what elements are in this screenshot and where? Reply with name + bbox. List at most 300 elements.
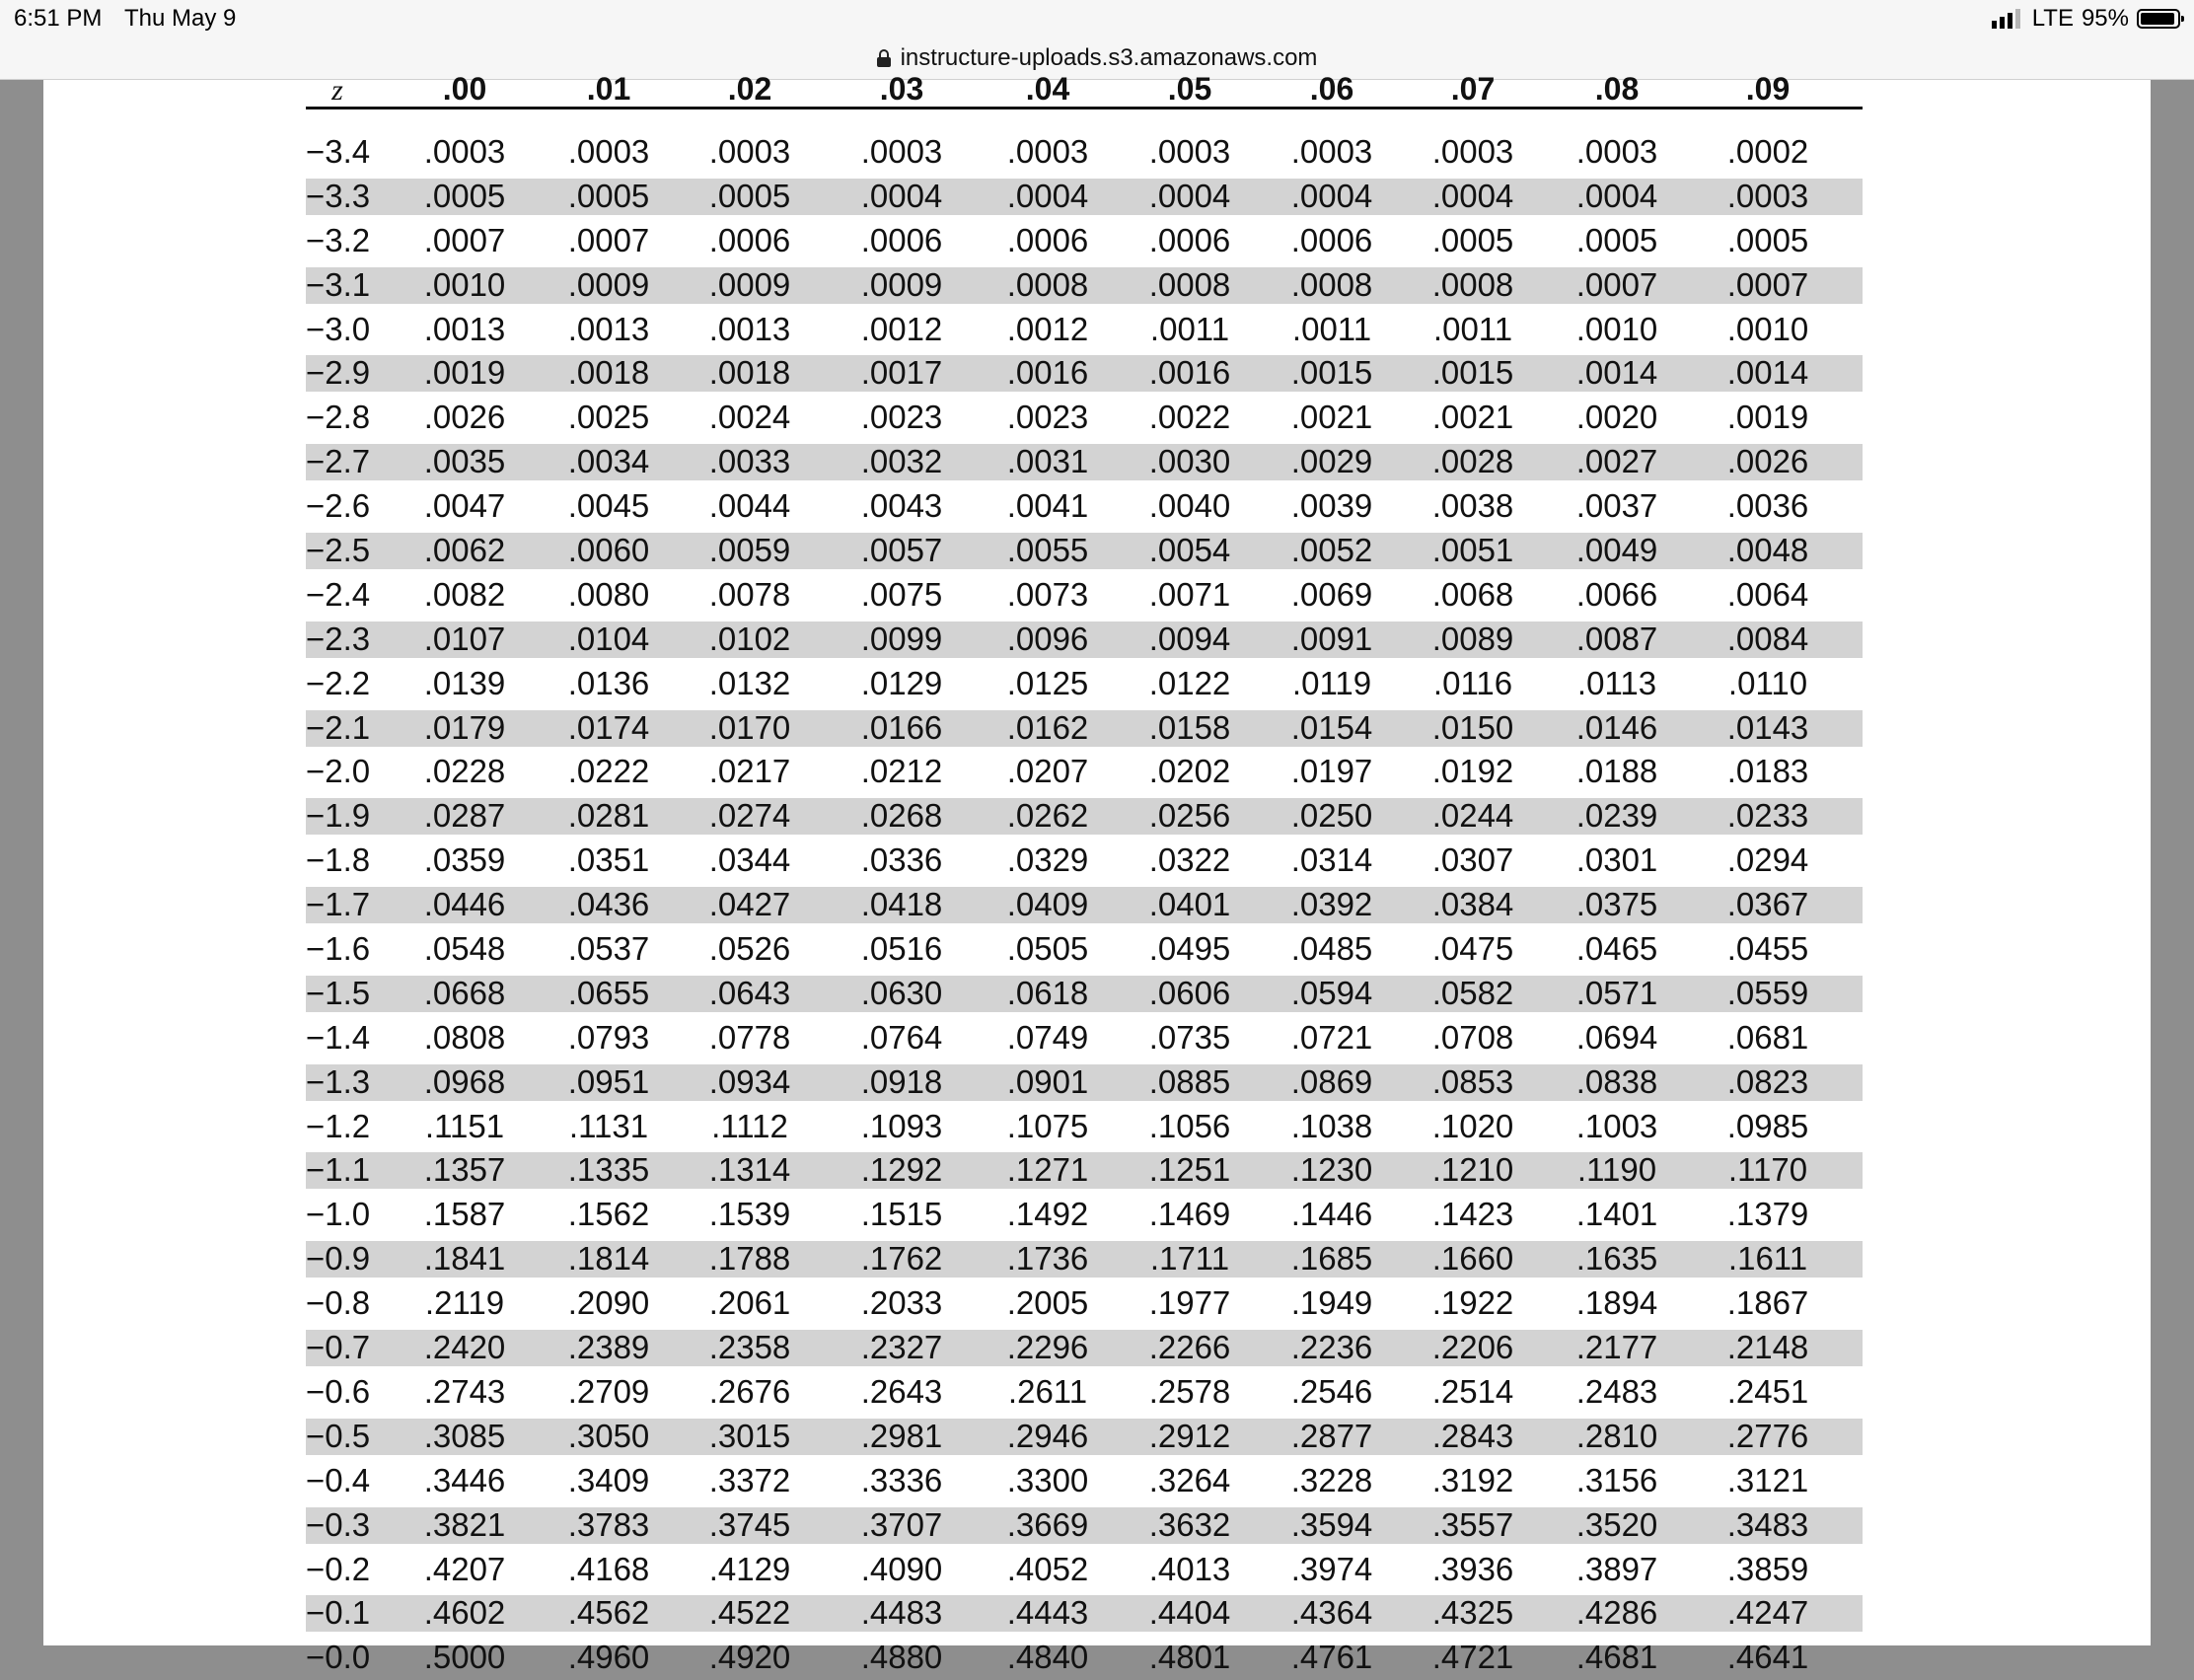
probability-cell: .0125 <box>1006 664 1089 701</box>
probability-cell: .3520 <box>1575 1505 1658 1543</box>
probability-cell: .1660 <box>1431 1240 1514 1278</box>
probability-cell: .1093 <box>860 1107 943 1144</box>
probability-cell: .2119 <box>424 1284 505 1322</box>
table-row <box>306 484 1863 529</box>
probability-cell: .0020 <box>1575 399 1658 436</box>
probability-cell: .1020 <box>1431 1107 1514 1144</box>
probability-cell: .0166 <box>860 708 943 746</box>
probability-cell: .0015 <box>1431 354 1514 392</box>
probability-cell: .0068 <box>1431 575 1514 613</box>
probability-cell: .0055 <box>1006 532 1089 569</box>
probability-cell: .0655 <box>567 974 650 1011</box>
table-row <box>306 130 1863 175</box>
z-value-cell: −0.9 <box>306 1240 371 1278</box>
probability-cell: .0016 <box>1148 354 1231 392</box>
table-row <box>306 1370 1863 1415</box>
probability-cell: .0036 <box>1726 487 1809 525</box>
probability-cell: .1977 <box>1148 1284 1231 1322</box>
probability-cell: .0071 <box>1148 575 1231 613</box>
probability-cell: .0024 <box>708 399 791 436</box>
probability-cell: .0721 <box>1290 1018 1373 1056</box>
table-row <box>306 263 1863 308</box>
probability-cell: .0427 <box>708 886 791 923</box>
probability-cell: .0014 <box>1726 354 1809 392</box>
probability-cell: .0054 <box>1148 532 1231 569</box>
probability-cell: .0009 <box>860 265 943 303</box>
probability-cell: .0003 <box>1290 133 1373 170</box>
probability-cell: .0162 <box>1006 708 1089 746</box>
probability-cell: .2389 <box>567 1329 650 1366</box>
probability-cell: .0146 <box>1575 708 1658 746</box>
probability-cell: .0202 <box>1148 753 1231 790</box>
probability-cell: .0027 <box>1575 443 1658 480</box>
probability-cell: .0548 <box>423 930 506 968</box>
probability-cell: .0359 <box>423 841 506 879</box>
probability-cell: .3745 <box>708 1505 791 1543</box>
probability-cell: .0322 <box>1148 841 1231 879</box>
probability-cell: .0005 <box>423 177 506 214</box>
probability-cell: .1251 <box>1148 1151 1231 1189</box>
probability-cell: .0250 <box>1290 797 1373 835</box>
column-header: .09 <box>1745 71 1791 107</box>
probability-cell: .0122 <box>1148 664 1231 701</box>
probability-cell: .0048 <box>1726 532 1809 569</box>
probability-cell: .0158 <box>1148 708 1231 746</box>
probability-cell: .0918 <box>860 1062 943 1100</box>
url-text[interactable]: instructure-uploads.s3.amazonaws.com <box>900 44 1318 71</box>
probability-cell: .0901 <box>1006 1062 1089 1100</box>
column-header: .01 <box>586 71 631 107</box>
table-row <box>306 972 1863 1016</box>
probability-cell: .0132 <box>708 664 791 701</box>
probability-cell: .1131 <box>568 1107 649 1144</box>
probability-cell: .0021 <box>1431 399 1514 436</box>
z-value-cell: −3.2 <box>306 221 371 258</box>
z-value-cell: −2.8 <box>306 399 371 436</box>
probability-cell: .3594 <box>1290 1505 1373 1543</box>
probability-cell: .0041 <box>1006 487 1089 525</box>
z-value-cell: −3.4 <box>306 133 371 170</box>
z-table-header <box>306 71 1863 110</box>
probability-cell: .1611 <box>1727 1240 1808 1278</box>
z-value-cell: −3.1 <box>306 265 371 303</box>
z-value-cell: −1.9 <box>306 797 371 835</box>
probability-cell: .0150 <box>1431 708 1514 746</box>
probability-cell: .2420 <box>423 1329 506 1366</box>
probability-cell: .0003 <box>1575 133 1658 170</box>
probability-cell: .0003 <box>1431 133 1514 170</box>
status-indicators <box>1992 5 2180 33</box>
probability-cell: .1841 <box>423 1240 506 1278</box>
probability-cell: .0228 <box>423 753 506 790</box>
z-value-cell: −2.6 <box>306 487 371 525</box>
battery-percent: 95% <box>2081 5 2129 32</box>
probability-cell: .2611 <box>1007 1372 1088 1410</box>
probability-cell: .4013 <box>1148 1550 1231 1587</box>
probability-cell: .4602 <box>423 1594 506 1632</box>
table-row <box>306 529 1863 573</box>
z-table-body <box>306 130 1863 1680</box>
table-row <box>306 1148 1863 1193</box>
probability-cell: .3228 <box>1290 1461 1373 1498</box>
table-row <box>306 839 1863 883</box>
probability-cell: .0003 <box>423 133 506 170</box>
z-value-cell: −2.9 <box>306 354 371 392</box>
probability-cell: .0011 <box>1149 310 1230 347</box>
probability-cell: .0004 <box>1290 177 1373 214</box>
table-row <box>306 706 1863 751</box>
probability-cell: .0004 <box>860 177 943 214</box>
z-value-cell: −1.5 <box>306 974 371 1011</box>
probability-cell: .0060 <box>567 532 650 569</box>
probability-cell: .0003 <box>567 133 650 170</box>
probability-cell: .0495 <box>1148 930 1231 968</box>
table-row <box>306 175 1863 219</box>
probability-cell: .0934 <box>708 1062 791 1100</box>
probability-cell: .3192 <box>1431 1461 1514 1498</box>
probability-cell: .1210 <box>1431 1151 1514 1189</box>
probability-cell: .0401 <box>1148 886 1231 923</box>
table-row <box>306 618 1863 662</box>
probability-cell: .0028 <box>1431 443 1514 480</box>
network-type: LTE <box>2031 5 2074 32</box>
probability-cell: .0073 <box>1006 575 1089 613</box>
probability-cell: .0179 <box>423 708 506 746</box>
probability-cell: .0005 <box>1575 221 1658 258</box>
table-row <box>306 573 1863 618</box>
probability-cell: .0154 <box>1290 708 1373 746</box>
probability-cell: .4325 <box>1431 1594 1514 1632</box>
z-value-cell: −1.2 <box>306 1107 371 1144</box>
probability-cell: .4880 <box>860 1639 943 1676</box>
probability-cell: .2946 <box>1006 1417 1089 1454</box>
probability-cell: .0039 <box>1290 487 1373 525</box>
probability-cell: .0003 <box>860 133 943 170</box>
probability-cell: .1271 <box>1006 1151 1089 1189</box>
probability-cell: .0618 <box>1006 974 1089 1011</box>
probability-cell: .0594 <box>1290 974 1373 1011</box>
probability-cell: .0367 <box>1726 886 1809 923</box>
probability-cell: .0465 <box>1575 930 1658 968</box>
probability-cell: .0019 <box>1726 399 1809 436</box>
probability-cell: .0006 <box>1290 221 1373 258</box>
probability-cell: .1949 <box>1290 1284 1373 1322</box>
probability-cell: .0329 <box>1006 841 1089 879</box>
probability-cell: .0022 <box>1148 399 1231 436</box>
probability-cell: .0139 <box>423 664 506 701</box>
probability-cell: .3264 <box>1148 1461 1231 1498</box>
probability-cell: .0336 <box>860 841 943 879</box>
table-row <box>306 794 1863 839</box>
probability-cell: .0012 <box>1006 310 1089 347</box>
table-row <box>306 1326 1863 1370</box>
probability-cell: .1587 <box>423 1196 506 1233</box>
probability-cell: .0007 <box>567 221 650 258</box>
probability-cell: .2643 <box>860 1372 943 1410</box>
probability-cell: .0537 <box>567 930 650 968</box>
probability-cell: .0018 <box>567 354 650 392</box>
probability-cell: .0643 <box>708 974 791 1011</box>
probability-cell: .0002 <box>1726 133 1809 170</box>
probability-cell: .4090 <box>860 1550 943 1587</box>
probability-cell: .2843 <box>1431 1417 1514 1454</box>
probability-cell: .0033 <box>708 443 791 480</box>
probability-cell: .0015 <box>1290 354 1373 392</box>
probability-cell: .1539 <box>708 1196 791 1233</box>
probability-cell: .0057 <box>860 532 943 569</box>
table-row <box>306 1105 1863 1149</box>
probability-cell: .0004 <box>1006 177 1089 214</box>
probability-cell: .3821 <box>423 1505 506 1543</box>
probability-cell: .0217 <box>708 753 791 790</box>
status-time: 6:51 PM <box>14 5 103 32</box>
probability-cell: .3409 <box>567 1461 650 1498</box>
probability-cell: .0192 <box>1431 753 1514 790</box>
probability-cell: .1170 <box>1727 1151 1808 1189</box>
probability-cell: .1038 <box>1290 1107 1373 1144</box>
probability-cell: .2061 <box>708 1284 791 1322</box>
status-date: Thu May 9 <box>124 5 237 32</box>
probability-cell: .0010 <box>1575 310 1658 347</box>
z-value-cell: −1.8 <box>306 841 371 879</box>
z-value-cell: −2.4 <box>306 575 371 613</box>
z-value-cell: −1.7 <box>306 886 371 923</box>
probability-cell: .0681 <box>1726 1018 1809 1056</box>
z-value-cell: −2.5 <box>306 532 371 569</box>
probability-cell: .2578 <box>1148 1372 1231 1410</box>
probability-cell: .4562 <box>567 1594 650 1632</box>
column-header: .05 <box>1167 71 1212 107</box>
probability-cell: .0307 <box>1431 841 1514 879</box>
probability-cell: .4960 <box>567 1639 650 1676</box>
probability-cell: .4364 <box>1290 1594 1373 1632</box>
probability-cell: .0011 <box>1432 310 1513 347</box>
table-row <box>306 396 1863 440</box>
probability-cell: .3632 <box>1148 1505 1231 1543</box>
probability-cell: .0084 <box>1726 620 1809 657</box>
probability-cell: .0446 <box>423 886 506 923</box>
table-row <box>306 1548 1863 1592</box>
probability-cell: .1292 <box>860 1151 943 1189</box>
table-row <box>306 1281 1863 1326</box>
probability-cell: .0008 <box>1431 265 1514 303</box>
probability-cell: .0274 <box>708 797 791 835</box>
table-row <box>306 883 1863 927</box>
probability-cell: .0008 <box>1006 265 1089 303</box>
probability-cell: .0007 <box>1726 265 1809 303</box>
probability-cell: .0735 <box>1148 1018 1231 1056</box>
probability-cell: .0080 <box>567 575 650 613</box>
table-row <box>306 1459 1863 1503</box>
z-value-cell: −2.0 <box>306 753 371 790</box>
probability-cell: .3897 <box>1575 1550 1658 1587</box>
probability-cell: .0006 <box>1006 221 1089 258</box>
z-value-cell: −1.6 <box>306 930 371 968</box>
probability-cell: .0119 <box>1291 664 1372 701</box>
probability-cell: .1230 <box>1290 1151 1373 1189</box>
probability-cell: .0030 <box>1148 443 1231 480</box>
probability-cell: .2148 <box>1726 1329 1809 1366</box>
z-value-cell: −0.2 <box>306 1550 371 1587</box>
probability-cell: .0764 <box>860 1018 943 1056</box>
probability-cell: .1469 <box>1148 1196 1231 1233</box>
probability-cell: .0013 <box>567 310 650 347</box>
probability-cell: .2877 <box>1290 1417 1373 1454</box>
probability-cell: .0351 <box>567 841 650 879</box>
probability-cell: .2090 <box>567 1284 650 1322</box>
probability-cell: .0032 <box>860 443 943 480</box>
probability-cell: .0009 <box>567 265 650 303</box>
probability-cell: .0023 <box>1006 399 1089 436</box>
probability-cell: .3372 <box>708 1461 791 1498</box>
probability-cell: .0116 <box>1432 664 1513 701</box>
probability-cell: .4801 <box>1148 1639 1231 1676</box>
probability-cell: .1190 <box>1576 1151 1657 1189</box>
address-bar[interactable] <box>0 37 2194 80</box>
probability-cell: .1314 <box>708 1151 791 1189</box>
z-value-cell: −1.0 <box>306 1196 371 1233</box>
probability-cell: .0778 <box>708 1018 791 1056</box>
probability-cell: .0006 <box>860 221 943 258</box>
probability-cell: .0049 <box>1575 532 1658 569</box>
probability-cell: .0043 <box>860 487 943 525</box>
probability-cell: .2005 <box>1006 1284 1089 1322</box>
probability-cell: .4247 <box>1726 1594 1809 1632</box>
probability-cell: .4761 <box>1290 1639 1373 1676</box>
probability-cell: .0087 <box>1575 620 1658 657</box>
probability-cell: .2810 <box>1575 1417 1658 1454</box>
probability-cell: .2483 <box>1575 1372 1658 1410</box>
probability-cell: .0013 <box>708 310 791 347</box>
z-value-cell: −3.3 <box>306 177 371 214</box>
probability-cell: .1379 <box>1726 1196 1809 1233</box>
probability-cell: .0064 <box>1726 575 1809 613</box>
probability-cell: .4052 <box>1006 1550 1089 1587</box>
z-value-cell: −0.1 <box>306 1594 371 1632</box>
probability-cell: .0102 <box>708 620 791 657</box>
probability-cell: .1492 <box>1006 1196 1089 1233</box>
probability-cell: .3300 <box>1006 1461 1089 1498</box>
probability-cell: .0268 <box>860 797 943 835</box>
probability-cell: .0113 <box>1576 664 1657 701</box>
probability-cell: .0035 <box>423 443 506 480</box>
table-row <box>306 440 1863 484</box>
probability-cell: .0110 <box>1727 664 1808 701</box>
probability-cell: .0006 <box>708 221 791 258</box>
probability-cell: .1635 <box>1575 1240 1658 1278</box>
probability-cell: .0078 <box>708 575 791 613</box>
cellular-signal-icon <box>1992 9 2020 29</box>
z-value-cell: −0.3 <box>306 1505 371 1543</box>
probability-cell: .0239 <box>1575 797 1658 835</box>
probability-cell: .0007 <box>423 221 506 258</box>
z-value-cell: −0.4 <box>306 1461 371 1498</box>
battery-icon <box>2137 9 2180 29</box>
probability-cell: .0075 <box>860 575 943 613</box>
table-row <box>306 219 1863 263</box>
probability-cell: .1867 <box>1726 1284 1809 1322</box>
column-header: .06 <box>1309 71 1354 107</box>
probability-cell: .0005 <box>708 177 791 214</box>
probability-cell: .3483 <box>1726 1505 1809 1543</box>
probability-cell: .0051 <box>1431 532 1514 569</box>
probability-cell: .0007 <box>1575 265 1658 303</box>
probability-cell: .0104 <box>567 620 650 657</box>
status-bar <box>0 0 2194 37</box>
table-row <box>306 1503 1863 1548</box>
probability-cell: .3707 <box>860 1505 943 1543</box>
probability-cell: .3121 <box>1726 1461 1809 1498</box>
probability-cell: .0668 <box>423 974 506 1011</box>
table-row <box>306 750 1863 794</box>
z-value-cell: −2.2 <box>306 664 371 701</box>
probability-cell: .1401 <box>1575 1196 1658 1233</box>
probability-cell: .0749 <box>1006 1018 1089 1056</box>
probability-cell: .1736 <box>1006 1240 1089 1278</box>
probability-cell: .0029 <box>1290 443 1373 480</box>
probability-cell: .0294 <box>1726 841 1809 879</box>
probability-cell: .0606 <box>1148 974 1231 1011</box>
probability-cell: .0017 <box>860 354 943 392</box>
probability-cell: .0004 <box>1575 177 1658 214</box>
table-row <box>306 1636 1863 1680</box>
probability-cell: .3015 <box>708 1417 791 1454</box>
table-row <box>306 1060 1863 1105</box>
probability-cell: .0344 <box>708 841 791 879</box>
probability-cell: .4681 <box>1575 1639 1658 1676</box>
probability-cell: .0262 <box>1006 797 1089 835</box>
probability-cell: .1685 <box>1290 1240 1373 1278</box>
probability-cell: .0037 <box>1575 487 1658 525</box>
probability-cell: .3336 <box>860 1461 943 1498</box>
probability-cell: .0025 <box>567 399 650 436</box>
probability-cell: .1711 <box>1149 1240 1230 1278</box>
probability-cell: .2912 <box>1148 1417 1231 1454</box>
probability-cell: .4920 <box>708 1639 791 1676</box>
probability-cell: .0003 <box>1148 133 1231 170</box>
probability-cell: .4129 <box>708 1550 791 1587</box>
probability-cell: .0694 <box>1575 1018 1658 1056</box>
probability-cell: .2358 <box>708 1329 791 1366</box>
z-value-cell: −0.0 <box>306 1639 371 1676</box>
probability-cell: .0008 <box>1290 265 1373 303</box>
probability-cell: .0082 <box>423 575 506 613</box>
table-row <box>306 1193 1863 1237</box>
z-value-cell: −0.7 <box>306 1329 371 1366</box>
table-row <box>306 308 1863 352</box>
probability-cell: .3669 <box>1006 1505 1089 1543</box>
probability-cell: .4207 <box>423 1550 506 1587</box>
probability-cell: .0129 <box>860 664 943 701</box>
probability-cell: .0708 <box>1431 1018 1514 1056</box>
probability-cell: .2546 <box>1290 1372 1373 1410</box>
probability-cell: .0188 <box>1575 753 1658 790</box>
probability-cell: .2327 <box>860 1329 943 1366</box>
probability-cell: .0069 <box>1290 575 1373 613</box>
probability-cell: .4641 <box>1726 1639 1809 1676</box>
probability-cell: .0012 <box>860 310 943 347</box>
probability-cell: .0062 <box>423 532 506 569</box>
probability-cell: .0038 <box>1431 487 1514 525</box>
probability-cell: .0197 <box>1290 753 1373 790</box>
probability-cell: .1357 <box>423 1151 506 1189</box>
probability-cell: .1056 <box>1148 1107 1231 1144</box>
probability-cell: .1423 <box>1431 1196 1514 1233</box>
probability-cell: .0003 <box>708 133 791 170</box>
probability-cell: .0968 <box>423 1062 506 1100</box>
table-row <box>306 1237 1863 1281</box>
document-page[interactable] <box>43 71 2151 1676</box>
